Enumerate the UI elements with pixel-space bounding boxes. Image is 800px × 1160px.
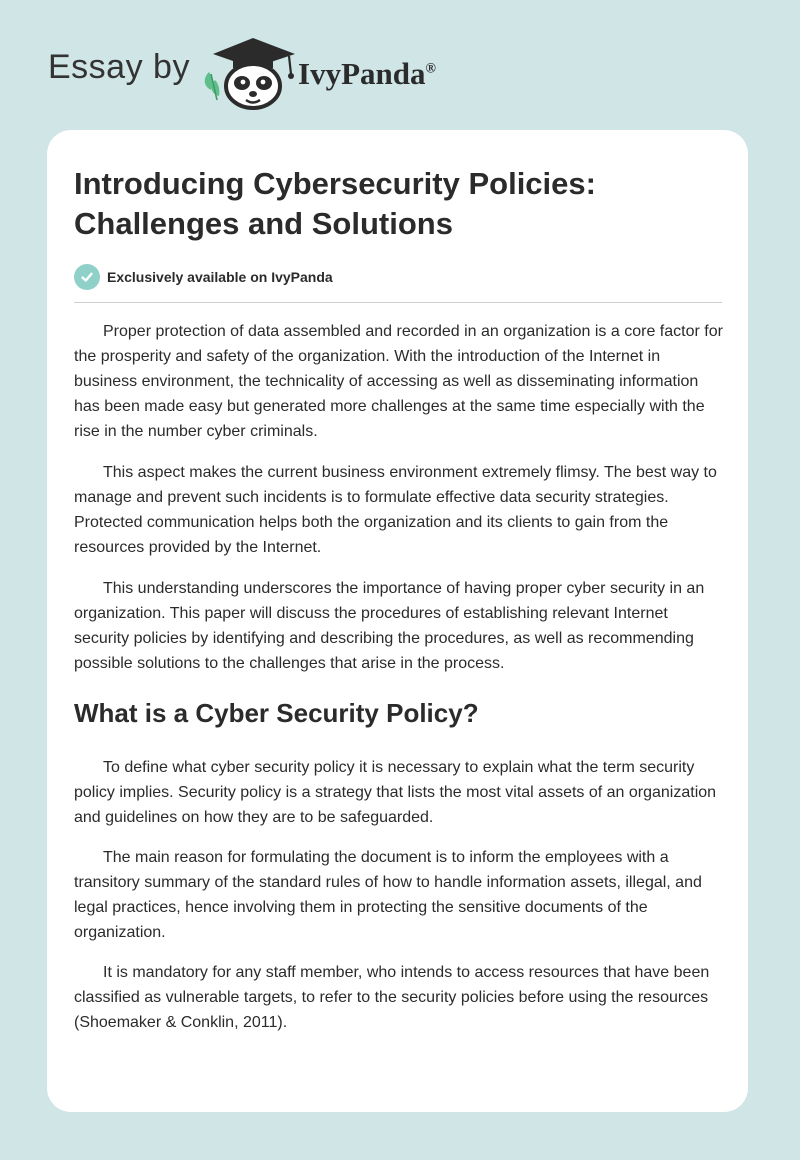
paragraph: Proper protection of data assembled and recorded in an organization is a core factor for the prosperity and safety of the organization. With the introduction of the Internet in business environment, the technicality of accessing as well as disseminating information has been made easy but generated more challenges at the same time especially with the rise in the number cyber criminals. — [74, 323, 723, 440]
exclusive-badge — [74, 263, 333, 291]
paragraph: To define what cyber security policy it is necessary to explain what the term security policy implies. Security policy is a strategy that lists the most vital assets of an organization and guidelines on how they are to be safeguarded. — [74, 759, 717, 826]
essay-card — [47, 130, 748, 1112]
brand-name[interactable]: IvyPanda® — [298, 56, 436, 91]
check-icon — [74, 264, 100, 290]
paragraph: The main reason for formulating the document is to inform the employees with a transitory summary of the standard rules of how to handle information assets, illegal, and legal practices, hence involving them in protecting the sensitive documents of the organization. — [74, 849, 702, 941]
paragraph: This understanding underscores the importance of having proper cyber security in an organization. This paper will discuss the procedures of establishing relevant Internet security policies by identifying and describing the procedures, as well as recommending possible solutions to the challenges that arise in the process. — [74, 580, 705, 672]
section-heading: What is a Cyber Security Policy? — [74, 698, 479, 728]
exclusive-label: Exclusively available on IvyPanda — [107, 269, 333, 285]
divider — [74, 302, 722, 303]
paragraph: It is mandatory for any staff member, who intends to access resources that have been classified as vulnerable targets, to refer to the security policies before using the resources (Shoemaker & Conklin, 2011). — [74, 964, 710, 1031]
paragraph: This aspect makes the current business environment extremely flimsy. The best way to manage and prevent such incidents is to formulate effective data security strategies. Protected communication helps both the organization and its clients to gain from the resources provided by the Internet. — [74, 464, 717, 556]
leaf-icon — [205, 72, 220, 100]
essay-by-label: Essay by — [48, 48, 190, 86]
panda-graduate-logo-icon[interactable] — [201, 34, 301, 110]
page-title: Introducing Cybersecurity Policies: Challenges and Solutions — [74, 166, 596, 241]
site-header — [48, 34, 548, 114]
